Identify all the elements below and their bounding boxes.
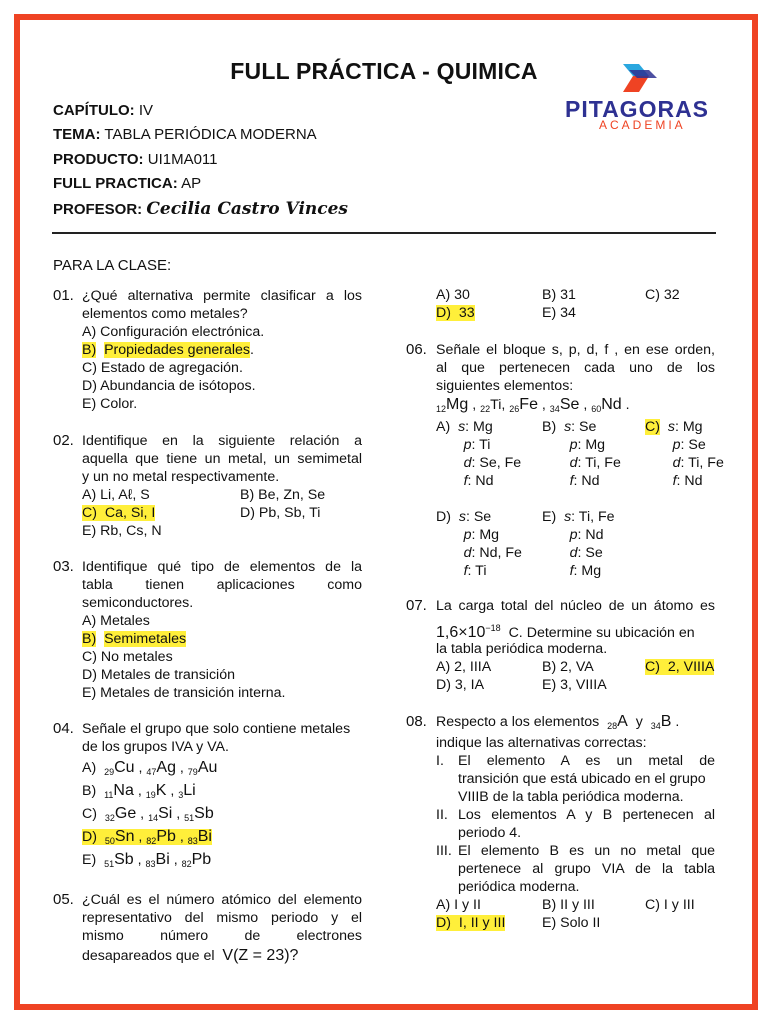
q03-option-a: A) Metales	[82, 613, 150, 629]
q07-option-c: C) 2, VIIIA	[645, 659, 715, 675]
q01-stem-line1: ¿Qué alternativa permite clasificar a los	[82, 288, 362, 304]
q05-option-d: D) 33	[436, 305, 475, 321]
q08-option-c: C) I y III	[645, 897, 695, 913]
q05-option-a: A) 30	[436, 287, 470, 303]
meta-producto: PRODUCTO: UI1MA011	[53, 151, 218, 168]
q08-item1-line2: transición que está ubicado en el grupo	[458, 771, 706, 787]
pitagoras-logo	[565, 62, 715, 134]
logo-name: PITAGORAS	[565, 96, 710, 122]
chevron-logo-icon	[619, 62, 659, 96]
q06-number: 06.	[406, 341, 427, 358]
q04-option-e: E) $_{51}$Sb , $_{83}$Bi , $_{82}$Pb	[82, 851, 212, 869]
q05-option-b: B) 31	[542, 287, 576, 303]
q03-stem-line3: semiconductores.	[82, 595, 194, 611]
q03-option-d: D) Metales de transición	[82, 667, 235, 683]
q08-item1-line1: El elemento A es un metal de	[458, 753, 715, 769]
q07-stem-line1: La carga total del núcleo de un átomo es	[436, 598, 715, 614]
q06-elements: $_{12}$Mg , $_{22}$Ti, $_{26}$Fe , $_{34}$Se , $_{60}$Nd .	[436, 396, 630, 414]
q07-option-a: A) 2, IIIA	[436, 659, 492, 675]
q02-stem-line1: Identifique en la siguiente relación a	[82, 433, 362, 449]
q07-option-b: B) 2, VA	[542, 659, 594, 675]
q06-stem-line1: Señale el bloque s, p, d, f , en ese orden,	[436, 342, 715, 358]
q01-stem-line2: elementos como metales?	[82, 306, 248, 322]
meta-profesor: PROFESOR: Cecilia Castro Vinces	[53, 199, 348, 219]
q08-item1-label: I.	[436, 753, 444, 769]
meta-tema: TEMA: TABLA PERIÓDICA MODERNA	[53, 126, 317, 143]
q07-stem-line2: $1,6\times 10^{-18}$ C. Determine su ubicación en	[436, 623, 695, 641]
meta-full-practica: FULL PRACTICA: AP	[53, 175, 202, 192]
q05-number: 05.	[53, 891, 74, 908]
q08-option-b: B) II y III	[542, 897, 595, 913]
q01-option-c: C) Estado de agregación.	[82, 360, 243, 376]
q06-option-a: A) s: Mg p: Ti d: Se, Fe f: Nd	[436, 419, 522, 489]
q02-stem-line3: y un no metal respectivamente.	[82, 469, 280, 485]
q05-stem-line2: representativo del mismo periodo y el	[82, 910, 362, 926]
q08-option-a: A) I y II	[436, 897, 481, 913]
q08-option-e: E) Solo II	[542, 915, 601, 931]
q08-item3-label: III.	[436, 843, 452, 859]
q04-stem-line2: de los grupos IVA y VA.	[82, 739, 229, 755]
q03-stem-line2: tabla tienen aplicaciones como	[82, 577, 362, 593]
q08-item3-line3: periódica moderna.	[458, 879, 580, 895]
q08-stem-line1: Respecto a los elementos $_{28}$A y $_{34}$B .	[436, 713, 680, 731]
q08-stem-line2: indique las alternativas correctas:	[436, 735, 647, 751]
meta-capitulo: CAPÍTULO: IV	[53, 102, 154, 119]
q02-option-a: A) Li, Aℓ, S	[82, 487, 150, 503]
q08-number: 08.	[406, 713, 427, 730]
q05-stem-line4: desapareados que el V(Z = 23)?	[82, 947, 299, 964]
q06-option-c: C) s: Mg p: Se d: Ti, Fe f: Nd	[645, 419, 724, 489]
q02-number: 02.	[53, 432, 74, 449]
q08-item1-line3: VIIIB de la tabla periódica moderna.	[458, 789, 684, 805]
q06-stem-line2: al que pertenecen cada uno de los	[436, 360, 715, 376]
q01-option-a: A) Configuración electrónica.	[82, 324, 265, 340]
header-divider	[52, 232, 716, 234]
q06-option-e: E) s: Ti, Fe p: Nd d: Se f: Mg	[542, 509, 615, 579]
q02-option-c: C) Ca, Si, I	[82, 505, 156, 521]
q04-stem-line1: Señale el grupo que solo contiene metales	[82, 721, 351, 737]
q05-stem-line1: ¿Cuál es el número atómico del elemento	[82, 892, 362, 908]
q07-number: 07.	[406, 597, 427, 614]
q04-number: 04.	[53, 720, 74, 737]
q04-option-a: A) $_{29}$Cu , $_{47}$Ag , $_{79}$Au	[82, 759, 218, 777]
q04-option-c: C) $_{32}$Ge , $_{14}$Si , $_{51}$Sb	[82, 805, 214, 823]
q08-option-d: D) I, II y III	[436, 915, 506, 931]
q08-item2-line1: Los elementos A y B pertenecen al	[458, 807, 715, 823]
q03-option-c: C) No metales	[82, 649, 173, 665]
q05-option-e: E) 34	[542, 305, 576, 321]
q08-item3-line1: El elemento B es un no metal que	[458, 843, 715, 859]
q03-number: 03.	[53, 558, 74, 575]
section-heading: PARA LA CLASE:	[53, 257, 172, 274]
q01-option-d: D) Abundancia de isótopos.	[82, 378, 256, 394]
q02-option-e: E) Rb, Cs, N	[82, 523, 162, 539]
q02-option-b: B) Be, Zn, Se	[240, 487, 326, 503]
q01-option-b: B) Propiedades generales.	[82, 342, 254, 358]
q07-option-d: D) 3, IA	[436, 677, 485, 693]
q07-option-e: E) 3, VIIIA	[542, 677, 607, 693]
q03-stem-line1: Identifique qué tipo de elementos de la	[82, 559, 362, 575]
page-title: FULL PRÁCTICA - QUIMICA	[230, 58, 538, 84]
q05-option-c: C) 32	[645, 287, 680, 303]
q01-number: 01.	[53, 287, 74, 304]
q02-stem-line2: aquella que tiene un metal, un semimetal	[82, 451, 362, 467]
q03-option-e: E) Metales de transición interna.	[82, 685, 286, 701]
q06-option-b: B) s: Se p: Mg d: Ti, Fe f: Nd	[542, 419, 621, 489]
logo-subtitle: ACADEMIA	[599, 118, 686, 132]
q06-option-d: D) s: Se p: Mg d: Nd, Fe f: Ti	[436, 509, 522, 579]
q06-stem-line3: siguientes elementos:	[436, 378, 574, 394]
q04-option-d: D) $_{50}$Sn , $_{82}$Pb , $_{83}$Bi	[82, 828, 212, 846]
q02-option-d: D) Pb, Sb, Ti	[240, 505, 321, 521]
q08-item2-label: II.	[436, 807, 448, 823]
q05-stem-line3: mismo número de electrones	[82, 928, 362, 944]
q04-option-b: B) $_{11}$Na , $_{19}$K , $_3$Li	[82, 782, 196, 800]
q08-item3-line2: pertenece al grupo VIA de la tabla	[458, 861, 715, 877]
q03-option-b: B) Semimetales	[82, 631, 187, 647]
q08-item2-line2: periodo 4.	[458, 825, 522, 841]
q07-stem-line3: la tabla periódica moderna.	[436, 641, 608, 657]
q01-option-e: E) Color.	[82, 396, 138, 412]
